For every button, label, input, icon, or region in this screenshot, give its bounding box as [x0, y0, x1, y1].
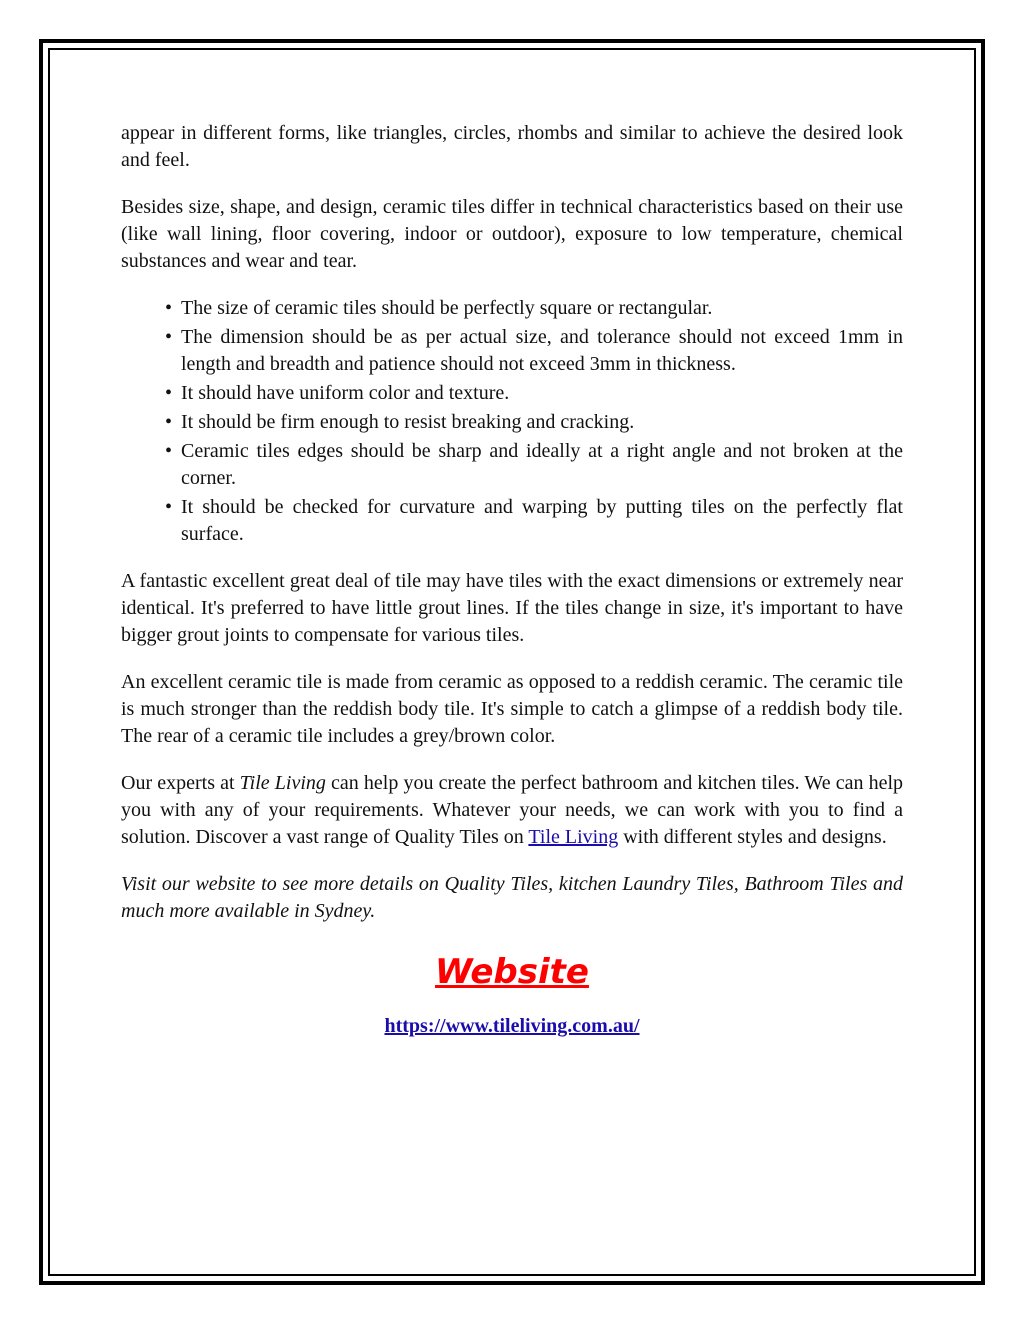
paragraph-visit: Visit our website to see more details on Quality Tiles, kitchen Laundry Tiles, Bathroom Tiles and much more available in Sydney. — [121, 873, 903, 922]
list-item-text: It should be checked for curvature and warping by putting tiles on the perfectly flat surface. — [181, 496, 903, 545]
list-item — [165, 409, 903, 436]
website-url-line — [121, 1013, 903, 1040]
bullet-icon: • — [165, 411, 173, 433]
bullet-icon: • — [165, 440, 173, 462]
website-url-link[interactable]: https://www.tileliving.com.au/ — [384, 1015, 640, 1037]
experts-text-middle: can help you create the perfect bathroom and kitchen tiles. We can help you with any of your requirements. Whatever your needs, we can work with you to find a solution. Discover a vast range of Quality Tiles on — [121, 772, 904, 848]
paragraph-experts — [121, 770, 903, 851]
list-item-text: It should have uniform color and texture. — [181, 382, 510, 404]
bullet-icon: • — [165, 382, 173, 404]
quality-checklist — [121, 295, 903, 548]
experts-text-end: with different styles and designs. — [618, 826, 887, 848]
list-item-text: The size of ceramic tiles should be perfectly square or rectangular. — [181, 297, 713, 319]
paragraph-characteristics: Besides size, shape, and design, ceramic tiles differ in technical characteristics based on their use (like wall lining, floor covering, indoor or outdoor), exposure to low temperature, chemical substances and wear and tear. — [121, 196, 903, 272]
list-item-text: It should be firm enough to resist breaking and cracking. — [181, 411, 635, 433]
website-heading: Website — [435, 952, 589, 992]
experts-text-start: Our experts at — [121, 772, 240, 794]
list-item — [165, 494, 903, 548]
paragraph-dimensions: A fantastic excellent great deal of tile may have tiles with the exact dimensions or extremely near identical. It's preferred to have little grout lines. If the tiles change in size, it's important to have bigger grout joints to compensate for various tiles. — [121, 570, 903, 646]
list-item — [165, 380, 903, 407]
paragraph-shapes: appear in different forms, like triangles, circles, rhombs and similar to achieve the desired look and feel. — [121, 122, 903, 171]
list-item — [165, 295, 903, 322]
list-item — [165, 324, 903, 378]
bullet-icon: • — [165, 297, 173, 319]
bullet-icon: • — [165, 326, 173, 348]
document-body — [121, 120, 903, 1040]
paragraph-ceramic-quality: An excellent ceramic tile is made from ceramic as opposed to a reddish ceramic. The ceramic tile is much stronger than the reddish body tile. It's simple to catch a glimpse of a reddish body tile. The rear of a ceramic tile includes a grey/brown color. — [121, 671, 903, 747]
list-item — [165, 438, 903, 492]
tile-living-link[interactable]: Tile Living — [528, 826, 619, 848]
list-item-text: Ceramic tiles edges should be sharp and ideally at a right angle and not broken at the corner. — [181, 440, 903, 489]
bullet-icon: • — [165, 496, 173, 518]
brand-name: Tile Living — [239, 772, 326, 794]
list-item-text: The dimension should be as per actual size, and tolerance should not exceed 1mm in length and breadth and patience should not exceed 3mm in thickness. — [181, 326, 903, 375]
